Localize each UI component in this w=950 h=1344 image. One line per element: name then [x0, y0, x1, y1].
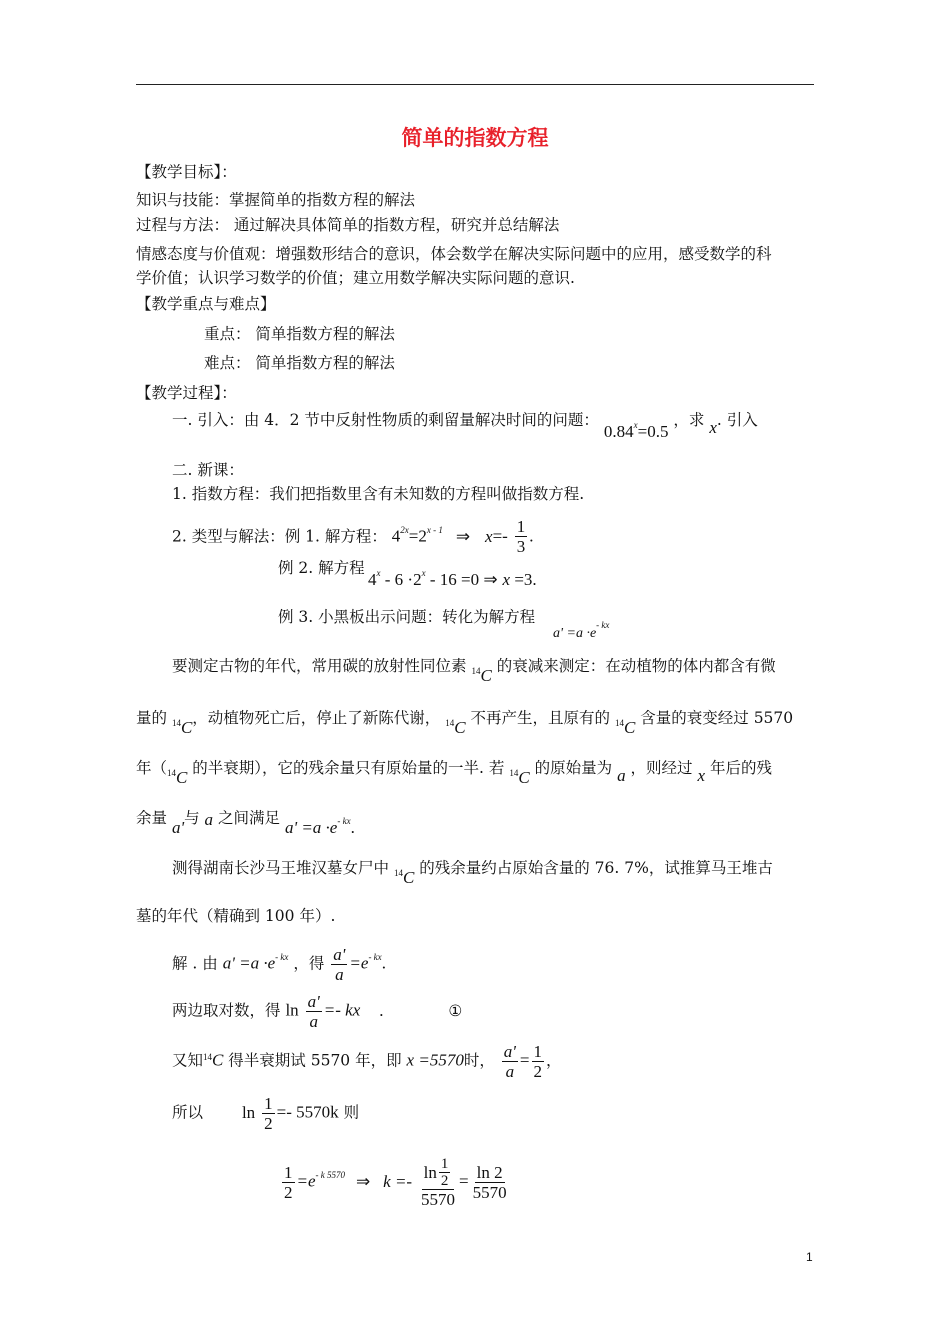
fin-frac3 — [471, 1163, 509, 1202]
ex2-exp2: x — [421, 568, 426, 578]
p3-e: 年后的残 — [709, 759, 772, 777]
c14-pre: 14 — [614, 718, 624, 728]
fin-k: k =- — [383, 1171, 413, 1191]
intro-exp: x — [633, 420, 638, 430]
ex2-base: 4 — [368, 570, 377, 589]
c14-pre: 14 — [393, 868, 403, 878]
ex2-rest: - 16 =0 ⇒ — [425, 570, 498, 589]
c14-pre: 14 — [445, 718, 455, 728]
type-label: 2. 类型与解法：例 1. 解方程： — [172, 527, 387, 546]
emotion-line-2: 学价值；认识学习数学的价值；建立用数学解决实际问题的意识. — [136, 269, 575, 287]
page-number: 1 — [806, 1250, 813, 1264]
know-end: ， — [546, 1051, 562, 1070]
process-header: 【教学过程】： — [136, 384, 237, 402]
sol-a: 解 . 由 — [172, 954, 218, 973]
ex2-x: x — [502, 570, 511, 589]
log-a: 两边取对数，得 — [172, 1001, 281, 1020]
c14-c: C — [176, 768, 188, 787]
solution-line — [172, 945, 386, 984]
know-a: 又知 — [172, 1051, 204, 1070]
sol-eq1: a' =a ·e — [222, 953, 276, 973]
p3-d: ，则经过 — [630, 759, 693, 777]
know-den2: 2 — [533, 1062, 543, 1081]
p2-a: 量的 — [136, 709, 168, 727]
fin-num: 1 — [284, 1163, 293, 1182]
page-title: 简单的指数方程 — [401, 126, 549, 150]
intro-eq: 0.84 — [603, 422, 634, 441]
know-num: a' — [503, 1042, 516, 1061]
fin-eq2: = — [459, 1171, 469, 1191]
p3-a: 年（ — [136, 759, 168, 777]
intro-text: 一. 引入：由 4．2 节中反射性物质的剩留量解决时间的问题： — [172, 411, 599, 429]
log-mark: ① — [448, 1001, 463, 1020]
know-eq2: = — [519, 1050, 530, 1070]
fin-inner-den: 2 — [440, 1173, 449, 1189]
so-ln: ln — [241, 1102, 256, 1122]
c14-pre: 14 — [509, 768, 519, 778]
example-1 — [172, 518, 534, 557]
fin-arrow: ⇒ — [355, 1171, 371, 1191]
final-line — [280, 1156, 511, 1209]
fin-frac — [282, 1163, 295, 1202]
so-label: 所以 — [172, 1103, 204, 1122]
know-frac — [502, 1042, 518, 1081]
log-dot: . — [379, 1000, 384, 1020]
p4-end: . — [350, 818, 355, 837]
knowledge-line: 知识与技能：掌握简单的指数方程的解法 — [136, 191, 416, 209]
p3-b: 的半衰期），它的残余量只有原始量的一半. 若 — [192, 759, 505, 777]
para-5 — [172, 858, 773, 887]
ex1-dot: . — [529, 526, 534, 546]
log-frac — [306, 992, 322, 1031]
know-line — [172, 1042, 562, 1081]
para-4: 余量 a'与 a 之间满足 $a' =a \cdot e^{- kx}$. — [136, 809, 355, 837]
ex3-label: 例 3. 小黑板出示问题：转化为解方程 — [278, 608, 536, 626]
know-den: a — [505, 1062, 515, 1081]
fin-den2: 5570 — [421, 1190, 456, 1209]
para-1 — [172, 656, 776, 685]
fin-inner-num: 1 — [440, 1156, 449, 1172]
p4-b: 与 — [184, 809, 200, 827]
know-eq: x =5570 — [406, 1050, 464, 1070]
log-line — [172, 992, 462, 1031]
ex1-exp: 2x — [400, 524, 409, 535]
ex1-num: 1 — [516, 517, 526, 536]
know-num2: 1 — [533, 1042, 543, 1061]
c14-pre: 14 — [203, 1051, 213, 1062]
ex1-exp2: x - 1 — [426, 524, 443, 535]
para-3: 年（$^{14}$C 的半衰期），它的残余量只有原始量的一半. 若 $^{14}$C 的原始量为 a ，则经过 x 年后的残 — [136, 759, 772, 787]
fin-eq: =e — [296, 1171, 316, 1191]
ex2-mid: - 6 ·2 — [380, 570, 422, 589]
ex3-eq: a' =a ·e — [553, 626, 597, 641]
ex1-den: 3 — [516, 537, 526, 556]
p2-b: ，动植物死亡后，停止了新陈代谢， — [192, 709, 441, 727]
sol-b: ，得 — [293, 954, 325, 973]
c14-pre: 14 — [471, 666, 481, 676]
p4-exp: - kx — [337, 816, 351, 826]
sol-end: . — [381, 953, 386, 973]
process-line: 过程与方法： 通过解决具体简单的指数方程，研究并总结解法 — [136, 216, 560, 234]
so-then: 则 — [343, 1103, 360, 1122]
log-rhs: =- kx — [323, 1000, 361, 1020]
c14-c: C — [180, 718, 193, 737]
ex1-frac — [515, 517, 528, 556]
c14-c: C — [623, 718, 636, 737]
intro-qiu: ，求 — [673, 411, 705, 429]
fin-num3: ln 2 — [476, 1163, 503, 1182]
know-b: 得半衰期试 5570 年，即 — [228, 1051, 402, 1070]
fin-inner-frac — [439, 1156, 451, 1189]
p5-a: 测得湖南长沙马王堆汉墓女尸中 — [172, 859, 390, 877]
para-6: 墓的年代（精确到 100 年）. — [136, 907, 336, 925]
key-point: 重点： 简单指数方程的解法 — [204, 325, 395, 343]
ex1-arrow: ⇒ — [455, 526, 471, 546]
new-lesson: 二. 新课： — [172, 461, 244, 479]
sol-eq2: =e — [349, 953, 369, 973]
header-rule — [136, 84, 814, 85]
fin-num2 — [422, 1156, 455, 1190]
ex2-label: 例 2. 解方程 — [278, 559, 365, 577]
intro-var: x — [709, 418, 717, 437]
ex1-x: x — [485, 526, 493, 546]
p3-c: 的原始量为 — [534, 759, 613, 777]
p2-d: 含量的衰变经过 5570 — [640, 709, 794, 727]
c14-c: C — [402, 868, 415, 887]
key-header: 【教学重点与难点】 — [136, 295, 276, 313]
fin-den: 2 — [284, 1183, 293, 1202]
so-rhs: =- 5570k — [276, 1102, 339, 1122]
p1-b: 的衰减来测定：在动植物的体内都含有微 — [496, 657, 776, 675]
difficult-point: 难点： 简单指数方程的解法 — [204, 354, 395, 372]
c14-c: C — [480, 666, 492, 685]
p4-a: 余量 — [136, 809, 168, 827]
fin-exp: - k 5570 — [315, 1169, 346, 1180]
p1-a: 要测定古物的年代，常用碳的放射性同位素 — [172, 657, 467, 675]
fin-frac2 — [419, 1156, 457, 1209]
sol-frac — [331, 945, 347, 984]
goal-header: 【教学目标】： — [136, 163, 237, 181]
so-frac — [262, 1094, 275, 1133]
intro-line — [172, 410, 758, 441]
c14-pre: 14 — [167, 768, 177, 778]
fin-num2-ln: ln — [423, 1163, 437, 1182]
c14-c: C — [518, 768, 530, 787]
p4-eq: a' =a ·e — [284, 818, 338, 837]
ex2-equation: $4^x - 6 \cdot 2^x - 16 =0$ ⇒ x =3. — [368, 568, 537, 589]
intro-eq-rhs: =0.5 — [637, 422, 669, 441]
know-c2: 时， — [463, 1051, 495, 1070]
log-ln: ln — [285, 1000, 299, 1020]
so-den: 2 — [264, 1114, 273, 1133]
ex1-eq: =- — [492, 526, 508, 546]
ex3-exp: - kx — [596, 620, 610, 630]
ex2-exp: x — [376, 568, 381, 578]
c14-c: C — [454, 718, 466, 737]
emotion-line-1: 情感态度与价值观：增强数形结合的意识，体会数学在解决实际问题中的应用，感受数学的科 — [136, 245, 772, 263]
know-c: C — [212, 1050, 224, 1070]
log-num: a' — [307, 992, 320, 1011]
so-line — [172, 1094, 359, 1133]
sol-exp1: - kx — [275, 951, 289, 962]
ex2-ans: =3 — [510, 570, 533, 589]
sol-frac-num: a' — [333, 945, 346, 964]
ex3-equation — [553, 622, 609, 644]
p4-c: 之间满足 — [217, 809, 280, 827]
p5-b: 的残余量约占原始含量的 76. 7%，试推算马王堆古 — [419, 859, 773, 877]
sol-frac-den: a — [335, 965, 344, 984]
p2-c: 不再产生，且原有的 — [470, 709, 611, 727]
sol-exp2: - kx — [368, 951, 382, 962]
fin-den3: 5570 — [472, 1183, 507, 1202]
para-2 — [136, 708, 794, 737]
ex1-base: 4 — [391, 526, 401, 546]
ex1-mid: =2 — [408, 526, 427, 546]
log-den: a — [309, 1012, 318, 1031]
so-num: 1 — [264, 1094, 273, 1113]
definition: 1. 指数方程：我们把指数里含有未知数的方程叫做指数方程. — [172, 485, 585, 503]
c14-pre: 14 — [171, 718, 181, 728]
know-frac2 — [532, 1042, 545, 1081]
intro-end: . 引入 — [716, 411, 758, 429]
